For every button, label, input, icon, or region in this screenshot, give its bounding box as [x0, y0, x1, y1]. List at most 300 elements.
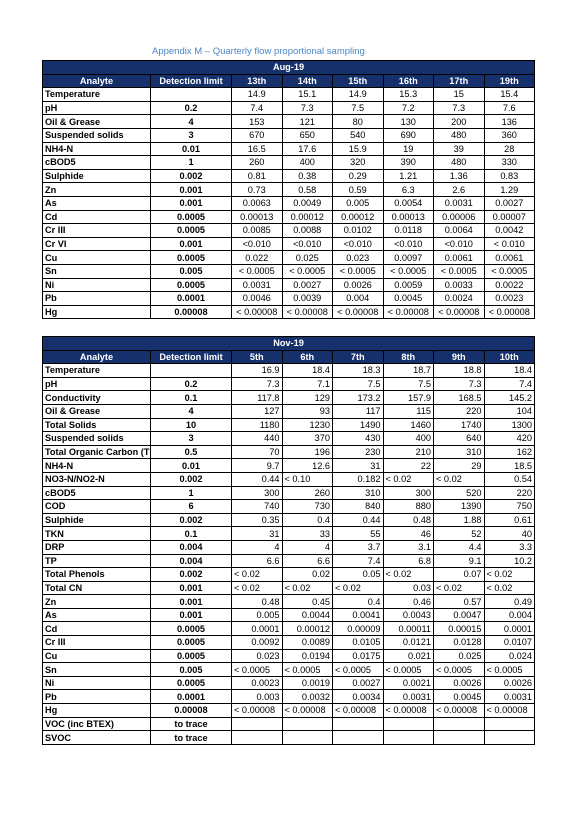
detection-limit-cell: 0.0005	[151, 676, 232, 690]
value-cell: 157.9	[383, 391, 434, 405]
detection-limit-cell: 0.0005	[151, 278, 232, 292]
detection-limit-cell: 0.0005	[151, 210, 232, 224]
value-cell: 7.5	[383, 377, 434, 391]
value-cell: 0.005	[333, 196, 384, 210]
value-cell: 80	[333, 115, 384, 129]
value-cell: 130	[383, 115, 434, 129]
value-cell: 3.3	[484, 540, 535, 554]
detection-limit-cell: 10	[151, 418, 232, 432]
detection-limit-cell: 0.004	[151, 540, 232, 554]
analyte-cell: DRP	[43, 540, 151, 554]
value-cell: 310	[434, 445, 485, 459]
table-row	[43, 224, 535, 238]
value-cell: 0.00013	[232, 210, 283, 224]
column-header-row	[43, 74, 535, 88]
value-cell: 0.0023	[484, 292, 535, 306]
column-header: 8th	[383, 350, 434, 364]
value-cell: < 0.02	[383, 472, 434, 486]
value-cell: < 0.00008	[333, 704, 384, 718]
value-cell: 670	[232, 128, 283, 142]
detection-limit-cell: 0.002	[151, 169, 232, 183]
value-cell: 93	[282, 404, 333, 418]
value-cell	[484, 717, 535, 731]
detection-limit-cell: 0.2	[151, 101, 232, 115]
analyte-cell: Temperature	[43, 88, 151, 102]
value-cell: < 0.02	[383, 568, 434, 582]
value-cell: 3.1	[383, 540, 434, 554]
detection-limit-cell: 6	[151, 500, 232, 514]
analyte-cell: Cr VI	[43, 237, 151, 251]
value-cell: 0.0031	[232, 278, 283, 292]
value-cell: 0.0041	[333, 608, 384, 622]
value-cell: < 0.00008	[232, 704, 283, 718]
detection-limit-cell: 0.002	[151, 568, 232, 582]
table-row	[43, 264, 535, 278]
value-cell: 0.0019	[282, 676, 333, 690]
value-cell: 0.004	[333, 292, 384, 306]
value-cell: 12.6	[282, 459, 333, 473]
value-cell: 0.00009	[333, 622, 384, 636]
value-cell: 420	[484, 432, 535, 446]
value-cell: < 0.10	[282, 472, 333, 486]
value-cell: 0.0063	[232, 196, 283, 210]
value-cell: 370	[282, 432, 333, 446]
analyte-cell: Suspended solids	[43, 432, 151, 446]
value-cell: 0.023	[232, 649, 283, 663]
value-cell: < 0.00008	[434, 704, 485, 718]
value-cell	[383, 731, 434, 745]
value-cell: 0.03	[383, 581, 434, 595]
value-cell: 230	[333, 445, 384, 459]
value-cell: 9.7	[232, 459, 283, 473]
value-cell: 173.2	[333, 391, 384, 405]
table-row	[43, 622, 535, 636]
table-row	[43, 404, 535, 418]
value-cell: 0.0022	[484, 278, 535, 292]
value-cell: 400	[282, 156, 333, 170]
value-cell: 15.1	[282, 88, 333, 102]
table-body	[43, 88, 535, 319]
value-cell: 0.0001	[232, 622, 283, 636]
value-cell: 18.3	[333, 364, 384, 378]
column-header: 6th	[282, 350, 333, 364]
value-cell: 480	[434, 128, 485, 142]
detection-limit-cell: 0.001	[151, 237, 232, 251]
table-row	[43, 554, 535, 568]
table-row	[43, 486, 535, 500]
value-cell: 0.0031	[484, 690, 535, 704]
value-cell: < 0.02	[232, 581, 283, 595]
table-row	[43, 196, 535, 210]
value-cell: 29	[434, 459, 485, 473]
detection-limit-cell: 0.001	[151, 581, 232, 595]
detection-limit-cell: 1	[151, 486, 232, 500]
analyte-cell: TP	[43, 554, 151, 568]
table-row	[43, 251, 535, 265]
table-row	[43, 540, 535, 554]
table-row	[43, 717, 535, 731]
analyte-cell: Ni	[43, 278, 151, 292]
detection-limit-cell: 0.002	[151, 513, 232, 527]
value-cell: 0.02	[282, 568, 333, 582]
column-header: 7th	[333, 350, 384, 364]
value-cell: 18.8	[434, 364, 485, 378]
value-cell: < 0.00008	[333, 305, 384, 319]
detection-limit-cell: 0.0005	[151, 622, 232, 636]
value-cell: 330	[484, 156, 535, 170]
analyte-cell: Sn	[43, 264, 151, 278]
value-cell: 840	[333, 500, 384, 514]
analyte-cell: COD	[43, 500, 151, 514]
value-cell: < 0.0005	[333, 663, 384, 677]
aug-19-table	[42, 60, 535, 319]
table-row	[43, 445, 535, 459]
value-cell: 18.4	[484, 364, 535, 378]
column-header: 5th	[232, 350, 283, 364]
value-cell: 55	[333, 527, 384, 541]
detection-limit-cell: 0.005	[151, 663, 232, 677]
value-cell: 0.0089	[282, 636, 333, 650]
value-cell: 1490	[333, 418, 384, 432]
value-cell: 0.35	[232, 513, 283, 527]
value-cell: 260	[232, 156, 283, 170]
value-cell: 0.29	[333, 169, 384, 183]
value-cell: 0.81	[232, 169, 283, 183]
value-cell	[484, 731, 535, 745]
column-header: Analyte	[43, 350, 151, 364]
value-cell: 0.023	[333, 251, 384, 265]
value-cell: 28	[484, 142, 535, 156]
value-cell: 162	[484, 445, 535, 459]
detection-limit-cell: 0.0005	[151, 649, 232, 663]
value-cell: 7.3	[232, 377, 283, 391]
value-cell: 0.38	[282, 169, 333, 183]
analyte-cell: Ni	[43, 676, 151, 690]
value-cell: < 0.02	[484, 581, 535, 595]
value-cell: 15.3	[383, 88, 434, 102]
analyte-cell: NO3-N/NO2-N	[43, 472, 151, 486]
value-cell: 0.00012	[282, 210, 333, 224]
value-cell: <0.010	[282, 237, 333, 251]
value-cell: < 0.0005	[434, 663, 485, 677]
value-cell: 2.6	[434, 183, 485, 197]
value-cell: 200	[434, 115, 485, 129]
value-cell: 117.8	[232, 391, 283, 405]
detection-limit-cell	[151, 364, 232, 378]
table-row	[43, 101, 535, 115]
table-row	[43, 183, 535, 197]
table-row	[43, 500, 535, 514]
table-row	[43, 608, 535, 622]
value-cell: 0.59	[333, 183, 384, 197]
value-cell: 0.48	[383, 513, 434, 527]
detection-limit-cell: 0.002	[151, 472, 232, 486]
value-cell: 0.022	[232, 251, 283, 265]
value-cell: 127	[232, 404, 283, 418]
value-cell: 0.0054	[383, 196, 434, 210]
table-row	[43, 676, 535, 690]
value-cell: 0.0045	[383, 292, 434, 306]
analyte-cell: Oil & Grease	[43, 115, 151, 129]
value-cell: 310	[333, 486, 384, 500]
value-cell: 0.0107	[484, 636, 535, 650]
analyte-cell: Total Solids	[43, 418, 151, 432]
value-cell: < 0.00008	[383, 305, 434, 319]
value-cell: < 0.010	[484, 237, 535, 251]
value-cell: 129	[282, 391, 333, 405]
detection-limit-cell: 0.005	[151, 264, 232, 278]
table-row	[43, 292, 535, 306]
value-cell: 18.5	[484, 459, 535, 473]
value-cell: 4	[232, 540, 283, 554]
value-cell: 0.0105	[333, 636, 384, 650]
value-cell: 33	[282, 527, 333, 541]
value-cell: 740	[232, 500, 283, 514]
detection-limit-cell: 0.004	[151, 554, 232, 568]
value-cell: 0.003	[232, 690, 283, 704]
value-cell: 1230	[282, 418, 333, 432]
value-cell: < 0.02	[434, 581, 485, 595]
value-cell: < 0.00008	[484, 305, 535, 319]
table-row	[43, 731, 535, 745]
detection-limit-cell: 0.2	[151, 377, 232, 391]
detection-limit-cell: 0.0001	[151, 690, 232, 704]
value-cell: 136	[484, 115, 535, 129]
table-row	[43, 278, 535, 292]
value-cell: 0.00011	[383, 622, 434, 636]
value-cell: < 0.0005	[484, 264, 535, 278]
table-row	[43, 690, 535, 704]
value-cell: 0.0046	[232, 292, 283, 306]
column-header: Analyte	[43, 74, 151, 88]
value-cell: 0.0102	[333, 224, 384, 238]
analyte-cell: Suspended solids	[43, 128, 151, 142]
table-row	[43, 364, 535, 378]
value-cell: 210	[383, 445, 434, 459]
value-cell: 7.3	[434, 101, 485, 115]
nov-19-table	[42, 336, 535, 745]
value-cell: 320	[333, 156, 384, 170]
detection-limit-cell: 3	[151, 432, 232, 446]
analyte-cell: NH4-N	[43, 142, 151, 156]
value-cell: 480	[434, 156, 485, 170]
value-cell: 0.0061	[484, 251, 535, 265]
analyte-cell: Pb	[43, 690, 151, 704]
value-cell: < 0.02	[434, 472, 485, 486]
value-cell: 15	[434, 88, 485, 102]
table-row	[43, 581, 535, 595]
value-cell: 7.6	[484, 101, 535, 115]
value-cell: 400	[383, 432, 434, 446]
value-cell: 0.0044	[282, 608, 333, 622]
value-cell: 0.54	[484, 472, 535, 486]
value-cell: 0.44	[232, 472, 283, 486]
value-cell: 31	[232, 527, 283, 541]
value-cell: < 0.0005	[383, 663, 434, 677]
value-cell: 220	[434, 404, 485, 418]
value-cell: 4.4	[434, 540, 485, 554]
value-cell: 0.00013	[383, 210, 434, 224]
value-cell: <0.010	[333, 237, 384, 251]
value-cell: 0.021	[383, 649, 434, 663]
value-cell: 52	[434, 527, 485, 541]
value-cell: 14.9	[333, 88, 384, 102]
value-cell: 46	[383, 527, 434, 541]
value-cell: 0.4	[282, 513, 333, 527]
column-header: 9th	[434, 350, 485, 364]
table-row	[43, 459, 535, 473]
analyte-cell: SVOC	[43, 731, 151, 745]
value-cell: 360	[484, 128, 535, 142]
table-row	[43, 237, 535, 251]
value-cell: 145.2	[484, 391, 535, 405]
value-cell: 0.0023	[232, 676, 283, 690]
value-cell: 18.4	[282, 364, 333, 378]
analyte-cell: Total CN	[43, 581, 151, 595]
analyte-cell: pH	[43, 377, 151, 391]
detection-limit-cell: 0.0005	[151, 251, 232, 265]
analyte-cell: As	[43, 608, 151, 622]
detection-limit-cell: 0.1	[151, 527, 232, 541]
value-cell: < 0.02	[484, 568, 535, 582]
table-row	[43, 391, 535, 405]
value-cell: < 0.0005	[232, 264, 283, 278]
value-cell: 0.0064	[434, 224, 485, 238]
value-cell: 1.36	[434, 169, 485, 183]
table-row	[43, 142, 535, 156]
value-cell: 0.46	[383, 595, 434, 609]
analyte-cell: Oil & Grease	[43, 404, 151, 418]
detection-limit-cell: 0.1	[151, 391, 232, 405]
value-cell: 730	[282, 500, 333, 514]
value-cell: 16.5	[232, 142, 283, 156]
detection-limit-cell: 0.0001	[151, 292, 232, 306]
value-cell: 0.83	[484, 169, 535, 183]
detection-limit-cell: 0.01	[151, 142, 232, 156]
value-cell: 9.1	[434, 554, 485, 568]
value-cell: 0.57	[434, 595, 485, 609]
value-cell: 153	[232, 115, 283, 129]
value-cell	[232, 731, 283, 745]
value-cell: 0.00007	[484, 210, 535, 224]
value-cell: 18.7	[383, 364, 434, 378]
value-cell: 39	[434, 142, 485, 156]
value-cell: 0.0042	[484, 224, 535, 238]
detection-limit-cell: 0.0005	[151, 636, 232, 650]
value-cell: < 0.00008	[484, 704, 535, 718]
value-cell: 0.0085	[232, 224, 283, 238]
table-body	[43, 364, 535, 745]
value-cell: 0.0026	[434, 676, 485, 690]
table-row	[43, 472, 535, 486]
analyte-cell: Sulphide	[43, 169, 151, 183]
value-cell	[333, 717, 384, 731]
column-header: 16th	[383, 74, 434, 88]
value-cell: 0.0047	[434, 608, 485, 622]
value-cell: 0.025	[282, 251, 333, 265]
value-cell: 0.00006	[434, 210, 485, 224]
value-cell: 31	[333, 459, 384, 473]
analyte-cell: Cu	[43, 649, 151, 663]
value-cell: 17.6	[282, 142, 333, 156]
value-cell: 6.8	[383, 554, 434, 568]
value-cell: 0.00012	[333, 210, 384, 224]
column-header: Detection limit	[151, 350, 232, 364]
value-cell: < 0.0005	[232, 663, 283, 677]
value-cell: 0.0034	[333, 690, 384, 704]
value-cell: < 0.0005	[333, 264, 384, 278]
column-header: 13th	[232, 74, 283, 88]
table-row	[43, 169, 535, 183]
value-cell: 1740	[434, 418, 485, 432]
value-cell: 1.29	[484, 183, 535, 197]
value-cell: 0.0024	[434, 292, 485, 306]
table-row	[43, 128, 535, 142]
analyte-cell: Hg	[43, 305, 151, 319]
value-cell: 0.004	[484, 608, 535, 622]
value-cell: 22	[383, 459, 434, 473]
value-cell: < 0.00008	[282, 704, 333, 718]
value-cell: 300	[232, 486, 283, 500]
detection-limit-cell: 0.00008	[151, 305, 232, 319]
value-cell: 0.0026	[484, 676, 535, 690]
value-cell: <0.010	[232, 237, 283, 251]
value-cell	[232, 717, 283, 731]
table-row	[43, 568, 535, 582]
detection-limit-cell: 0.00008	[151, 704, 232, 718]
value-cell: 0.61	[484, 513, 535, 527]
detection-limit-cell: to trace	[151, 717, 232, 731]
value-cell: < 0.0005	[484, 663, 535, 677]
table-row	[43, 663, 535, 677]
value-cell: 3.7	[333, 540, 384, 554]
value-cell: 10.2	[484, 554, 535, 568]
value-cell: 0.0043	[383, 608, 434, 622]
analyte-cell: Total Phenols	[43, 568, 151, 582]
value-cell: 0.05	[333, 568, 384, 582]
table-row	[43, 649, 535, 663]
value-cell: 117	[333, 404, 384, 418]
value-cell: 40	[484, 527, 535, 541]
detection-limit-cell: 3	[151, 128, 232, 142]
value-cell: < 0.02	[232, 568, 283, 582]
value-cell	[282, 717, 333, 731]
value-cell: 0.0039	[282, 292, 333, 306]
value-cell: 0.00015	[434, 622, 485, 636]
detection-limit-cell	[151, 88, 232, 102]
value-cell: 7.3	[434, 377, 485, 391]
value-cell: 880	[383, 500, 434, 514]
value-cell: 1180	[232, 418, 283, 432]
table-row	[43, 636, 535, 650]
value-cell: 4	[282, 540, 333, 554]
analyte-cell: cBOD5	[43, 156, 151, 170]
analyte-cell: Cu	[43, 251, 151, 265]
analyte-cell: TKN	[43, 527, 151, 541]
value-cell: < 0.00008	[232, 305, 283, 319]
value-cell: 7.2	[383, 101, 434, 115]
value-cell: 640	[434, 432, 485, 446]
value-cell: 0.0049	[282, 196, 333, 210]
detection-limit-cell: 0.001	[151, 183, 232, 197]
analyte-cell: Temperature	[43, 364, 151, 378]
detection-limit-cell: 0.01	[151, 459, 232, 473]
value-cell: < 0.00008	[282, 305, 333, 319]
value-cell: 0.0001	[484, 622, 535, 636]
value-cell: 690	[383, 128, 434, 142]
analyte-cell: Sulphide	[43, 513, 151, 527]
analyte-cell: VOC (inc BTEX)	[43, 717, 151, 731]
